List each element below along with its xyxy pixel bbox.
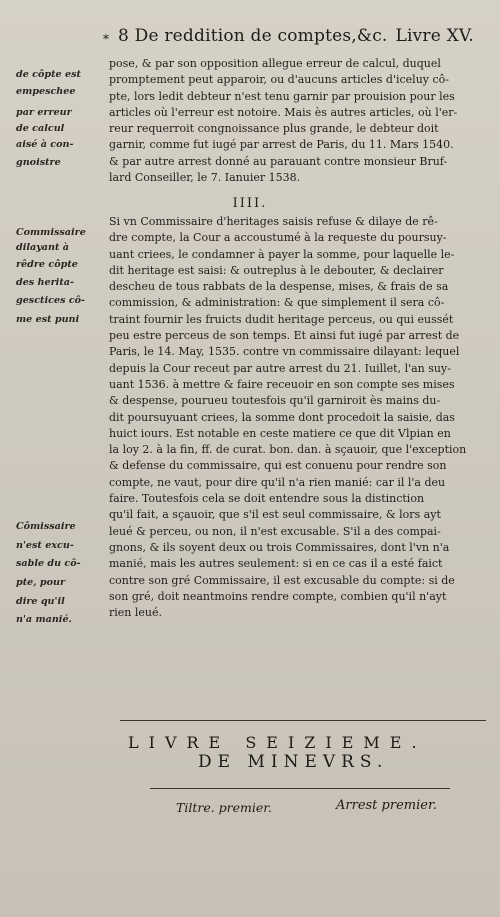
book-subtitle: DE MINEVRS. [198, 752, 389, 772]
margin-note: sable du cô- [16, 558, 81, 569]
title-label: Tiltre. premier. [176, 800, 272, 815]
margin-note: gnoistre [16, 157, 61, 168]
text-line: garnir, comme fut iugé par arrest de Paris, du 11. Mars 1540. [109, 138, 454, 152]
text-line: manié, mais les autres seulement: si en ce cas il a esté faict [109, 557, 443, 571]
header-book-number: Livre XV. [395, 26, 474, 46]
margin-note: rêdre côpte [16, 259, 78, 270]
text-line: faire. Toutesfois cela se doit entendre sous la distinction [109, 492, 425, 506]
text-line: son gré, doit neantmoins rendre compte, combien qu'il n'ayt [109, 589, 447, 603]
text-line: leué & perceu, ou non, il n'est excusable. S'il a des compai- [109, 524, 441, 538]
margin-note: gesctices cô- [16, 295, 86, 306]
text-line: descheu de tous rabbats de la despense, mises, & frais de sa [109, 280, 449, 294]
text-line: gnons, & ils soyent deux ou trois Commissaires, dont l'vn n'a [109, 540, 450, 554]
header-title: 8 De reddition de comptes,&c. [118, 26, 388, 46]
text-line: promptement peut apparoir, ou d'aucuns articles d'iceluy cô- [109, 73, 449, 87]
text-line: qu'il fait, a sçauoir, que s'il est seul commissaire, & lors ayt [109, 508, 441, 522]
text-line: huict iours. Est notable en ceste matiere ce que dit Vlpian en [109, 426, 451, 440]
text-line: contre son gré Commissaire, il est excusable du compte: si de [109, 573, 455, 587]
margin-note: Cômissaire [16, 521, 76, 532]
text-line: compte, ne vaut, pour dire qu'il n'a rien manié: car il l'a deu [109, 475, 446, 489]
text-line: & despense, pourueu toutesfois qu'il garniroit ès mains du- [109, 394, 441, 408]
margin-note: par erreur [16, 107, 72, 118]
text-line: pose, & par son opposition allegue erreur de calcul, duquel [109, 57, 441, 70]
text-line: depuis la Cour receut par autre arrest du 21. Iuillet, l'an suy- [109, 361, 451, 375]
running-header [0, 26, 500, 50]
text-line: articles où l'erreur est notoire. Mais ès autres articles, où l'er- [109, 105, 458, 119]
paragraph-main [109, 214, 486, 621]
text-line: rien leué. [109, 606, 162, 620]
margin-note: n'est excu- [16, 540, 74, 551]
text-line: Paris, le 14. May, 1535. contre vn commissaire dilayant: lequel [109, 345, 460, 359]
text-line: dre compte, la Cour a accoustumé à la requeste du poursuy- [109, 231, 447, 245]
margin-note: me est puni [16, 314, 80, 325]
text-line: commission, & administration: & que simplement il sera cô- [109, 296, 445, 310]
margin-note: dire qu'il [16, 596, 65, 607]
margin-note: aisé à con- [16, 139, 74, 150]
section-number: IIII. [232, 196, 268, 211]
text-line: pte, lors ledit debteur n'est tenu garnir par prouision pour les [109, 89, 455, 103]
arrest-label: Arrest premier. [336, 798, 437, 813]
divider-rule [150, 788, 450, 789]
text-line: uant criees, le condamner à payer la somme, pour laquelle le- [109, 247, 455, 261]
text-line: traint fournir les fruicts dudit heritage perceus, ou qui eussét [109, 312, 454, 326]
text-line: & defense du commissaire, qui est conuenu pour rendre son [109, 459, 447, 473]
text-line: uant 1536. à mettre & faire receuoir en son compte ses mises [109, 377, 455, 391]
margin-note: empeschee [16, 86, 76, 97]
book-title: LIVRE SEIZIEME. [128, 733, 427, 752]
margin-note: des herita- [16, 277, 74, 288]
margin-note: Commissaire [16, 227, 86, 238]
margin-note: de côpte est [16, 69, 81, 80]
divider-rule [120, 720, 486, 721]
paragraph-continuation [109, 56, 486, 186]
text-line: reur requerroit congnoissance plus grande, le debteur doit [109, 122, 439, 136]
header-star: * [103, 32, 110, 46]
text-line: lard Conseiller, le 7. Ianuier 1538. [109, 171, 301, 185]
margin-note: dilayant à [16, 242, 69, 253]
text-line: la loy 2. à la fin, ff. de curat. bon. dan. à sçauoir, que l'exception [109, 443, 467, 457]
margin-note: n'a manié. [16, 614, 72, 625]
text-line: & par autre arrest donné au parauant contre monsieur Bruf- [109, 154, 448, 168]
margin-note: pte, pour [16, 577, 66, 588]
margin-note: de calcul [16, 123, 65, 134]
text-line: peu estre perceus de son temps. Et ainsi fut iugé par arrest de [109, 329, 460, 343]
text-line: Si vn Commissaire d'heritages saisis refuse & dilaye de rê- [109, 215, 438, 228]
text-line: dit poursuyuant criees, la somme dont procedoit la saisie, das [109, 410, 455, 424]
text-line: dit heritage est saisi: & outreplus à le debouter, & declairer [109, 263, 444, 277]
